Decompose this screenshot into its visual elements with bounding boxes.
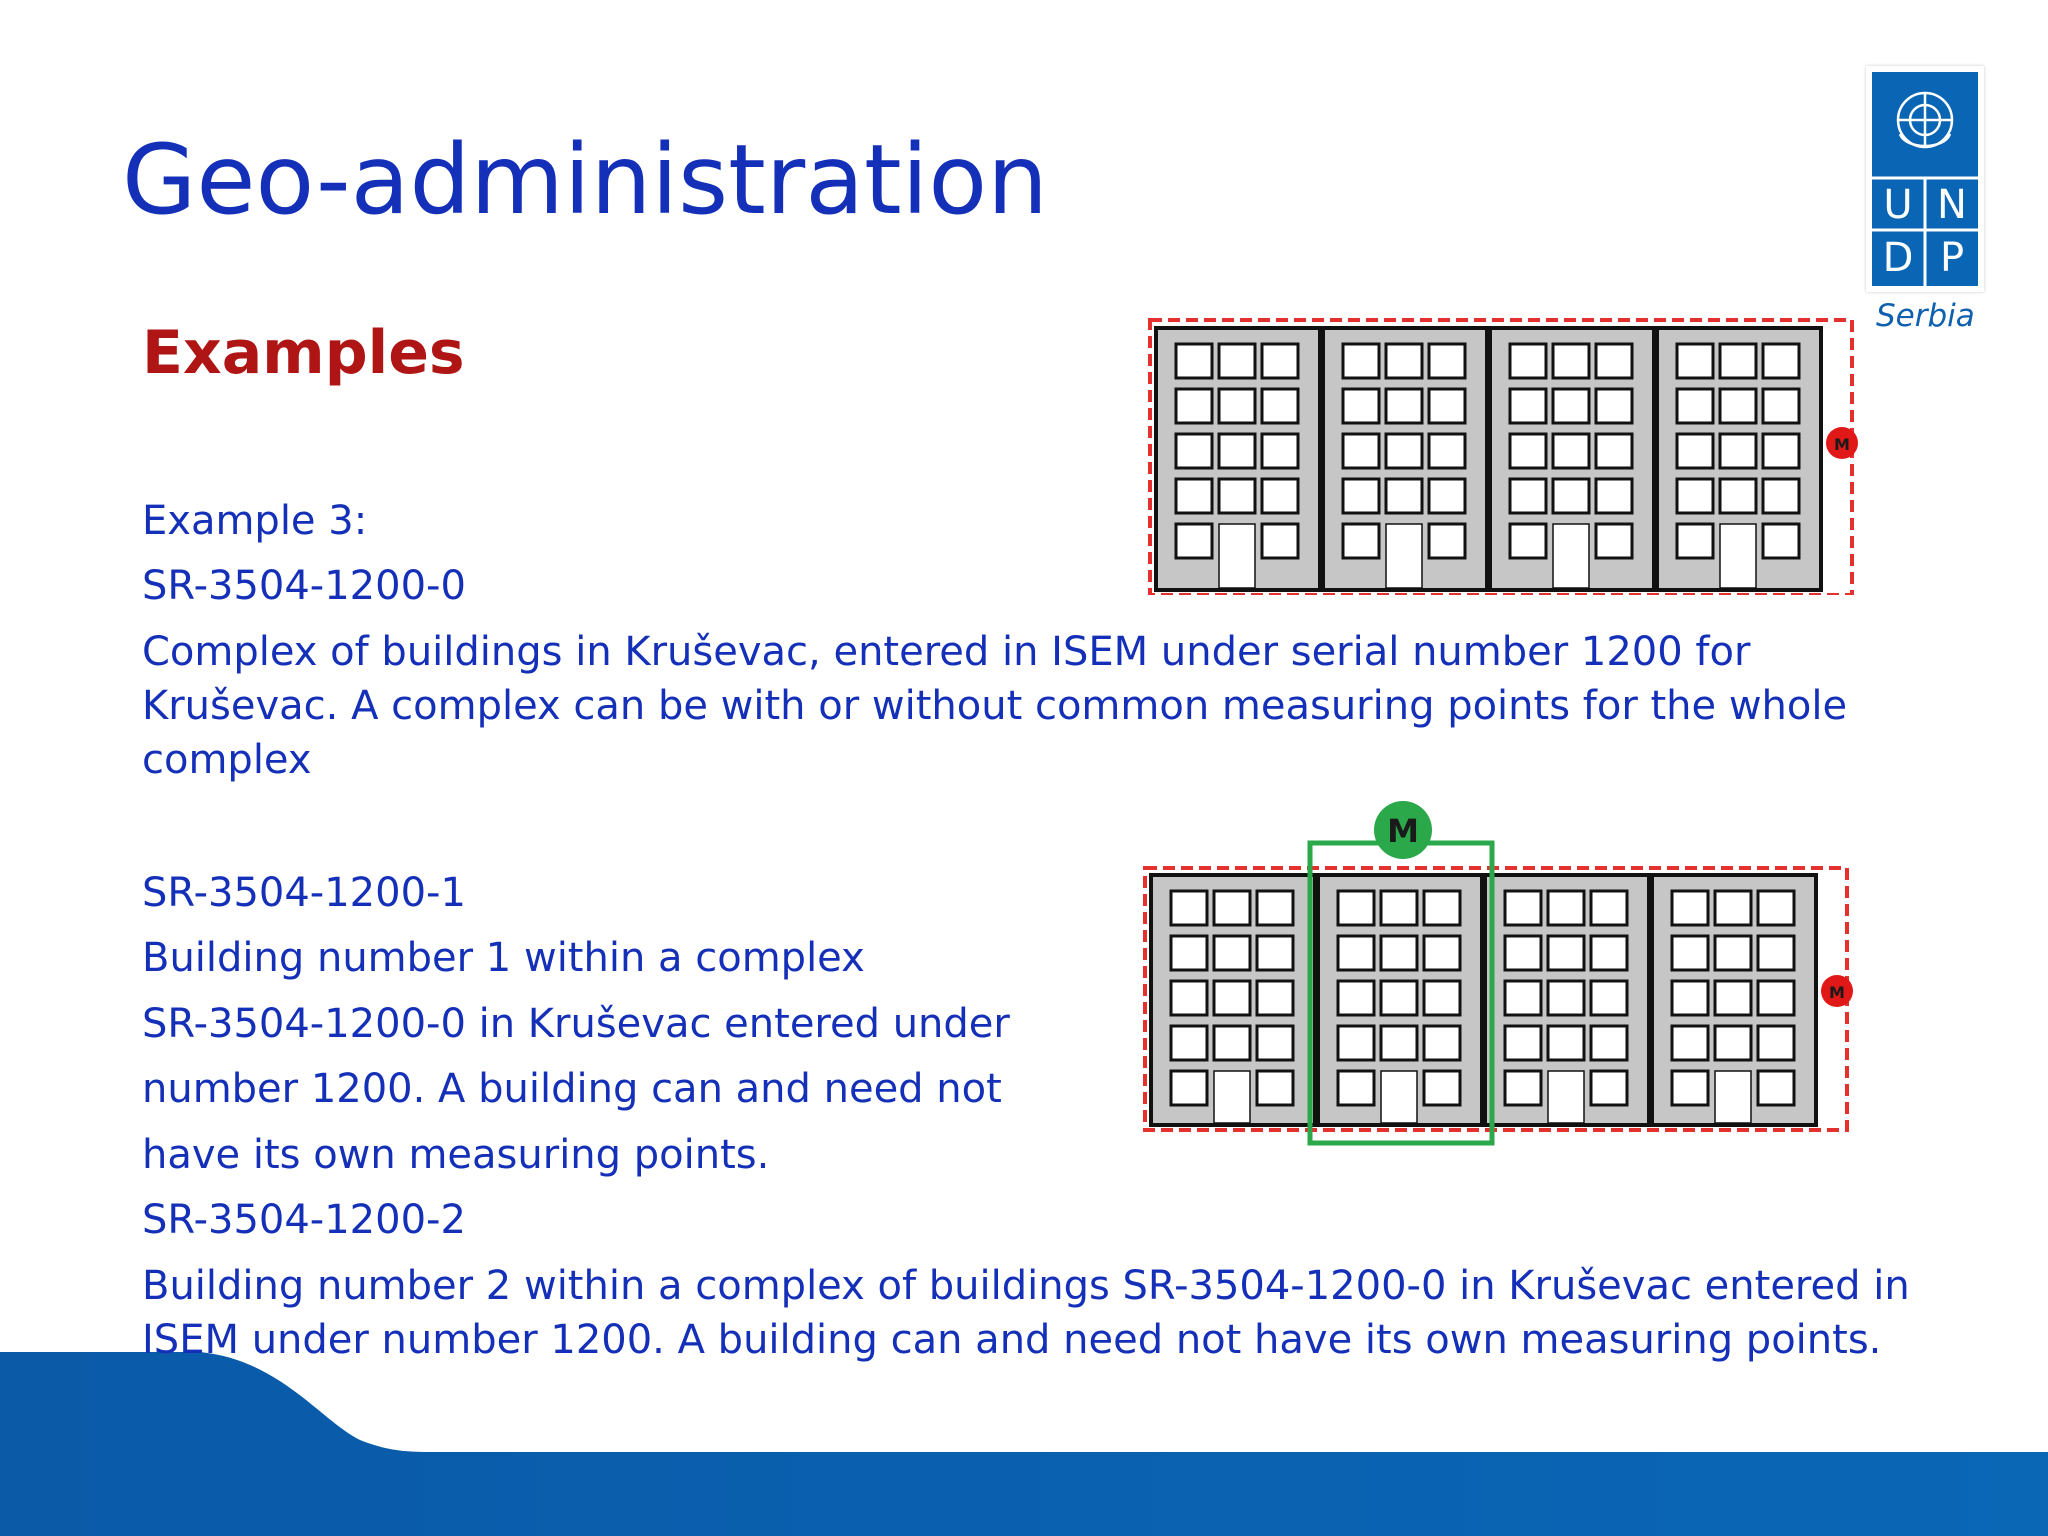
window bbox=[1171, 981, 1207, 1015]
window bbox=[1763, 434, 1799, 468]
window bbox=[1424, 1071, 1460, 1105]
window bbox=[1715, 891, 1751, 925]
window bbox=[1672, 936, 1708, 970]
window bbox=[1548, 891, 1584, 925]
window bbox=[1672, 1071, 1708, 1105]
window bbox=[1424, 981, 1460, 1015]
window bbox=[1591, 1026, 1627, 1060]
window bbox=[1176, 434, 1212, 468]
door bbox=[1381, 1071, 1417, 1123]
window bbox=[1257, 936, 1293, 970]
window bbox=[1343, 524, 1379, 558]
window bbox=[1677, 434, 1713, 468]
door bbox=[1720, 524, 1756, 588]
un-emblem-icon bbox=[1898, 93, 1952, 147]
building bbox=[1323, 328, 1487, 590]
window bbox=[1176, 524, 1212, 558]
window bbox=[1343, 479, 1379, 513]
window bbox=[1429, 389, 1465, 423]
complex-description-line: complex bbox=[142, 737, 312, 783]
window bbox=[1429, 344, 1465, 378]
window bbox=[1763, 479, 1799, 513]
window bbox=[1505, 981, 1541, 1015]
window bbox=[1591, 981, 1627, 1015]
window bbox=[1257, 1071, 1293, 1105]
window bbox=[1677, 344, 1713, 378]
window bbox=[1510, 524, 1546, 558]
window bbox=[1677, 389, 1713, 423]
window bbox=[1763, 524, 1799, 558]
window bbox=[1386, 389, 1422, 423]
building-1-description-line: Building number 1 within a complex bbox=[142, 935, 865, 981]
undp-logo bbox=[1866, 66, 1984, 292]
window bbox=[1381, 936, 1417, 970]
window bbox=[1758, 936, 1794, 970]
window bbox=[1219, 389, 1255, 423]
window bbox=[1262, 524, 1298, 558]
window bbox=[1386, 434, 1422, 468]
complex-diagram bbox=[1140, 310, 1870, 595]
window bbox=[1763, 389, 1799, 423]
window bbox=[1424, 936, 1460, 970]
logo-letter-n: N bbox=[1937, 182, 1967, 228]
window bbox=[1505, 1026, 1541, 1060]
building-2-code: SR-3504-1200-2 bbox=[142, 1197, 466, 1243]
complex-code: SR-3504-1200-0 bbox=[142, 563, 466, 609]
slide-title: Geo-administration bbox=[122, 124, 1048, 236]
window bbox=[1596, 524, 1632, 558]
window bbox=[1338, 936, 1374, 970]
window bbox=[1176, 479, 1212, 513]
window bbox=[1553, 479, 1589, 513]
logo-letter-p: P bbox=[1939, 235, 1965, 281]
window bbox=[1758, 891, 1794, 925]
window bbox=[1672, 1026, 1708, 1060]
window bbox=[1596, 479, 1632, 513]
window bbox=[1176, 344, 1212, 378]
window bbox=[1262, 344, 1298, 378]
window bbox=[1262, 434, 1298, 468]
window bbox=[1214, 891, 1250, 925]
window bbox=[1219, 479, 1255, 513]
window bbox=[1214, 936, 1250, 970]
logo-letter-u: U bbox=[1883, 182, 1913, 228]
svg-text:M: M bbox=[1387, 812, 1419, 850]
window bbox=[1505, 891, 1541, 925]
complex-description-line: Kruševac. A complex can be with or without common measuring points for the whole bbox=[142, 683, 1848, 729]
building bbox=[1485, 875, 1649, 1125]
building bbox=[1151, 875, 1315, 1125]
window bbox=[1720, 479, 1756, 513]
building-1-code: SR-3504-1200-1 bbox=[142, 870, 466, 916]
meter-marker-red bbox=[1821, 975, 1853, 1007]
building bbox=[1657, 328, 1821, 590]
window bbox=[1338, 981, 1374, 1015]
window bbox=[1343, 434, 1379, 468]
building-1-description-line: have its own measuring points. bbox=[142, 1132, 770, 1178]
window bbox=[1591, 936, 1627, 970]
svg-text:M: M bbox=[1834, 435, 1850, 454]
window bbox=[1553, 389, 1589, 423]
window bbox=[1596, 389, 1632, 423]
window bbox=[1176, 389, 1212, 423]
window bbox=[1262, 479, 1298, 513]
complex-description-line: Complex of buildings in Kruševac, entered in ISEM under serial number 1200 for bbox=[142, 629, 1751, 675]
window bbox=[1429, 479, 1465, 513]
window bbox=[1262, 389, 1298, 423]
window bbox=[1386, 344, 1422, 378]
window bbox=[1672, 891, 1708, 925]
window bbox=[1510, 434, 1546, 468]
window bbox=[1424, 891, 1460, 925]
door bbox=[1548, 1071, 1584, 1123]
building bbox=[1318, 875, 1482, 1125]
logo-letter-d: D bbox=[1882, 235, 1914, 281]
window bbox=[1424, 1026, 1460, 1060]
window bbox=[1257, 891, 1293, 925]
window bbox=[1758, 1071, 1794, 1105]
window bbox=[1510, 344, 1546, 378]
window bbox=[1214, 981, 1250, 1015]
window bbox=[1171, 936, 1207, 970]
window bbox=[1548, 1026, 1584, 1060]
meter-marker-red bbox=[1826, 427, 1858, 459]
window bbox=[1219, 434, 1255, 468]
window bbox=[1677, 479, 1713, 513]
building-2-description-line: Building number 2 within a complex of buildings SR-3504-1200-0 in Kruševac entered in bbox=[142, 1263, 1910, 1309]
door bbox=[1715, 1071, 1751, 1123]
window bbox=[1338, 1026, 1374, 1060]
window bbox=[1758, 981, 1794, 1015]
window bbox=[1758, 1026, 1794, 1060]
window bbox=[1720, 434, 1756, 468]
window bbox=[1505, 936, 1541, 970]
meter-marker-green bbox=[1374, 801, 1432, 859]
window bbox=[1505, 1071, 1541, 1105]
door bbox=[1553, 524, 1589, 588]
door bbox=[1386, 524, 1422, 588]
window bbox=[1715, 936, 1751, 970]
window bbox=[1715, 981, 1751, 1015]
section-heading: Examples bbox=[142, 318, 465, 388]
building bbox=[1490, 328, 1654, 590]
building-1-description-line: SR-3504-1200-0 in Kruševac entered under bbox=[142, 1001, 1010, 1047]
building bbox=[1652, 875, 1816, 1125]
building-1-description-line: number 1200. A building can and need not bbox=[142, 1066, 1002, 1112]
door bbox=[1219, 524, 1255, 588]
window bbox=[1219, 344, 1255, 378]
window bbox=[1386, 479, 1422, 513]
window bbox=[1548, 936, 1584, 970]
window bbox=[1171, 1071, 1207, 1105]
window bbox=[1257, 1026, 1293, 1060]
window bbox=[1553, 434, 1589, 468]
window bbox=[1343, 344, 1379, 378]
window bbox=[1343, 389, 1379, 423]
window bbox=[1596, 344, 1632, 378]
building bbox=[1156, 328, 1320, 590]
window bbox=[1510, 389, 1546, 423]
window bbox=[1171, 891, 1207, 925]
logo-subtitle: Serbia bbox=[1876, 298, 1975, 334]
window bbox=[1677, 524, 1713, 558]
window bbox=[1591, 1071, 1627, 1105]
window bbox=[1763, 344, 1799, 378]
window bbox=[1171, 1026, 1207, 1060]
window bbox=[1381, 891, 1417, 925]
window bbox=[1591, 891, 1627, 925]
window bbox=[1381, 981, 1417, 1015]
window bbox=[1429, 524, 1465, 558]
window bbox=[1338, 1071, 1374, 1105]
window bbox=[1381, 1026, 1417, 1060]
complex-diagram-with-building bbox=[1135, 795, 1870, 1160]
window bbox=[1429, 434, 1465, 468]
window bbox=[1720, 344, 1756, 378]
window bbox=[1596, 434, 1632, 468]
window bbox=[1338, 891, 1374, 925]
window bbox=[1257, 981, 1293, 1015]
window bbox=[1720, 389, 1756, 423]
window bbox=[1672, 981, 1708, 1015]
window bbox=[1510, 479, 1546, 513]
window bbox=[1553, 344, 1589, 378]
svg-text:M: M bbox=[1829, 983, 1845, 1002]
door bbox=[1214, 1071, 1250, 1123]
building-2-description-line: ISEM under number 1200. A building can and need not have its own measuring points. bbox=[142, 1317, 1882, 1363]
window bbox=[1548, 981, 1584, 1015]
window bbox=[1214, 1026, 1250, 1060]
window bbox=[1715, 1026, 1751, 1060]
example-label: Example 3: bbox=[142, 498, 368, 544]
